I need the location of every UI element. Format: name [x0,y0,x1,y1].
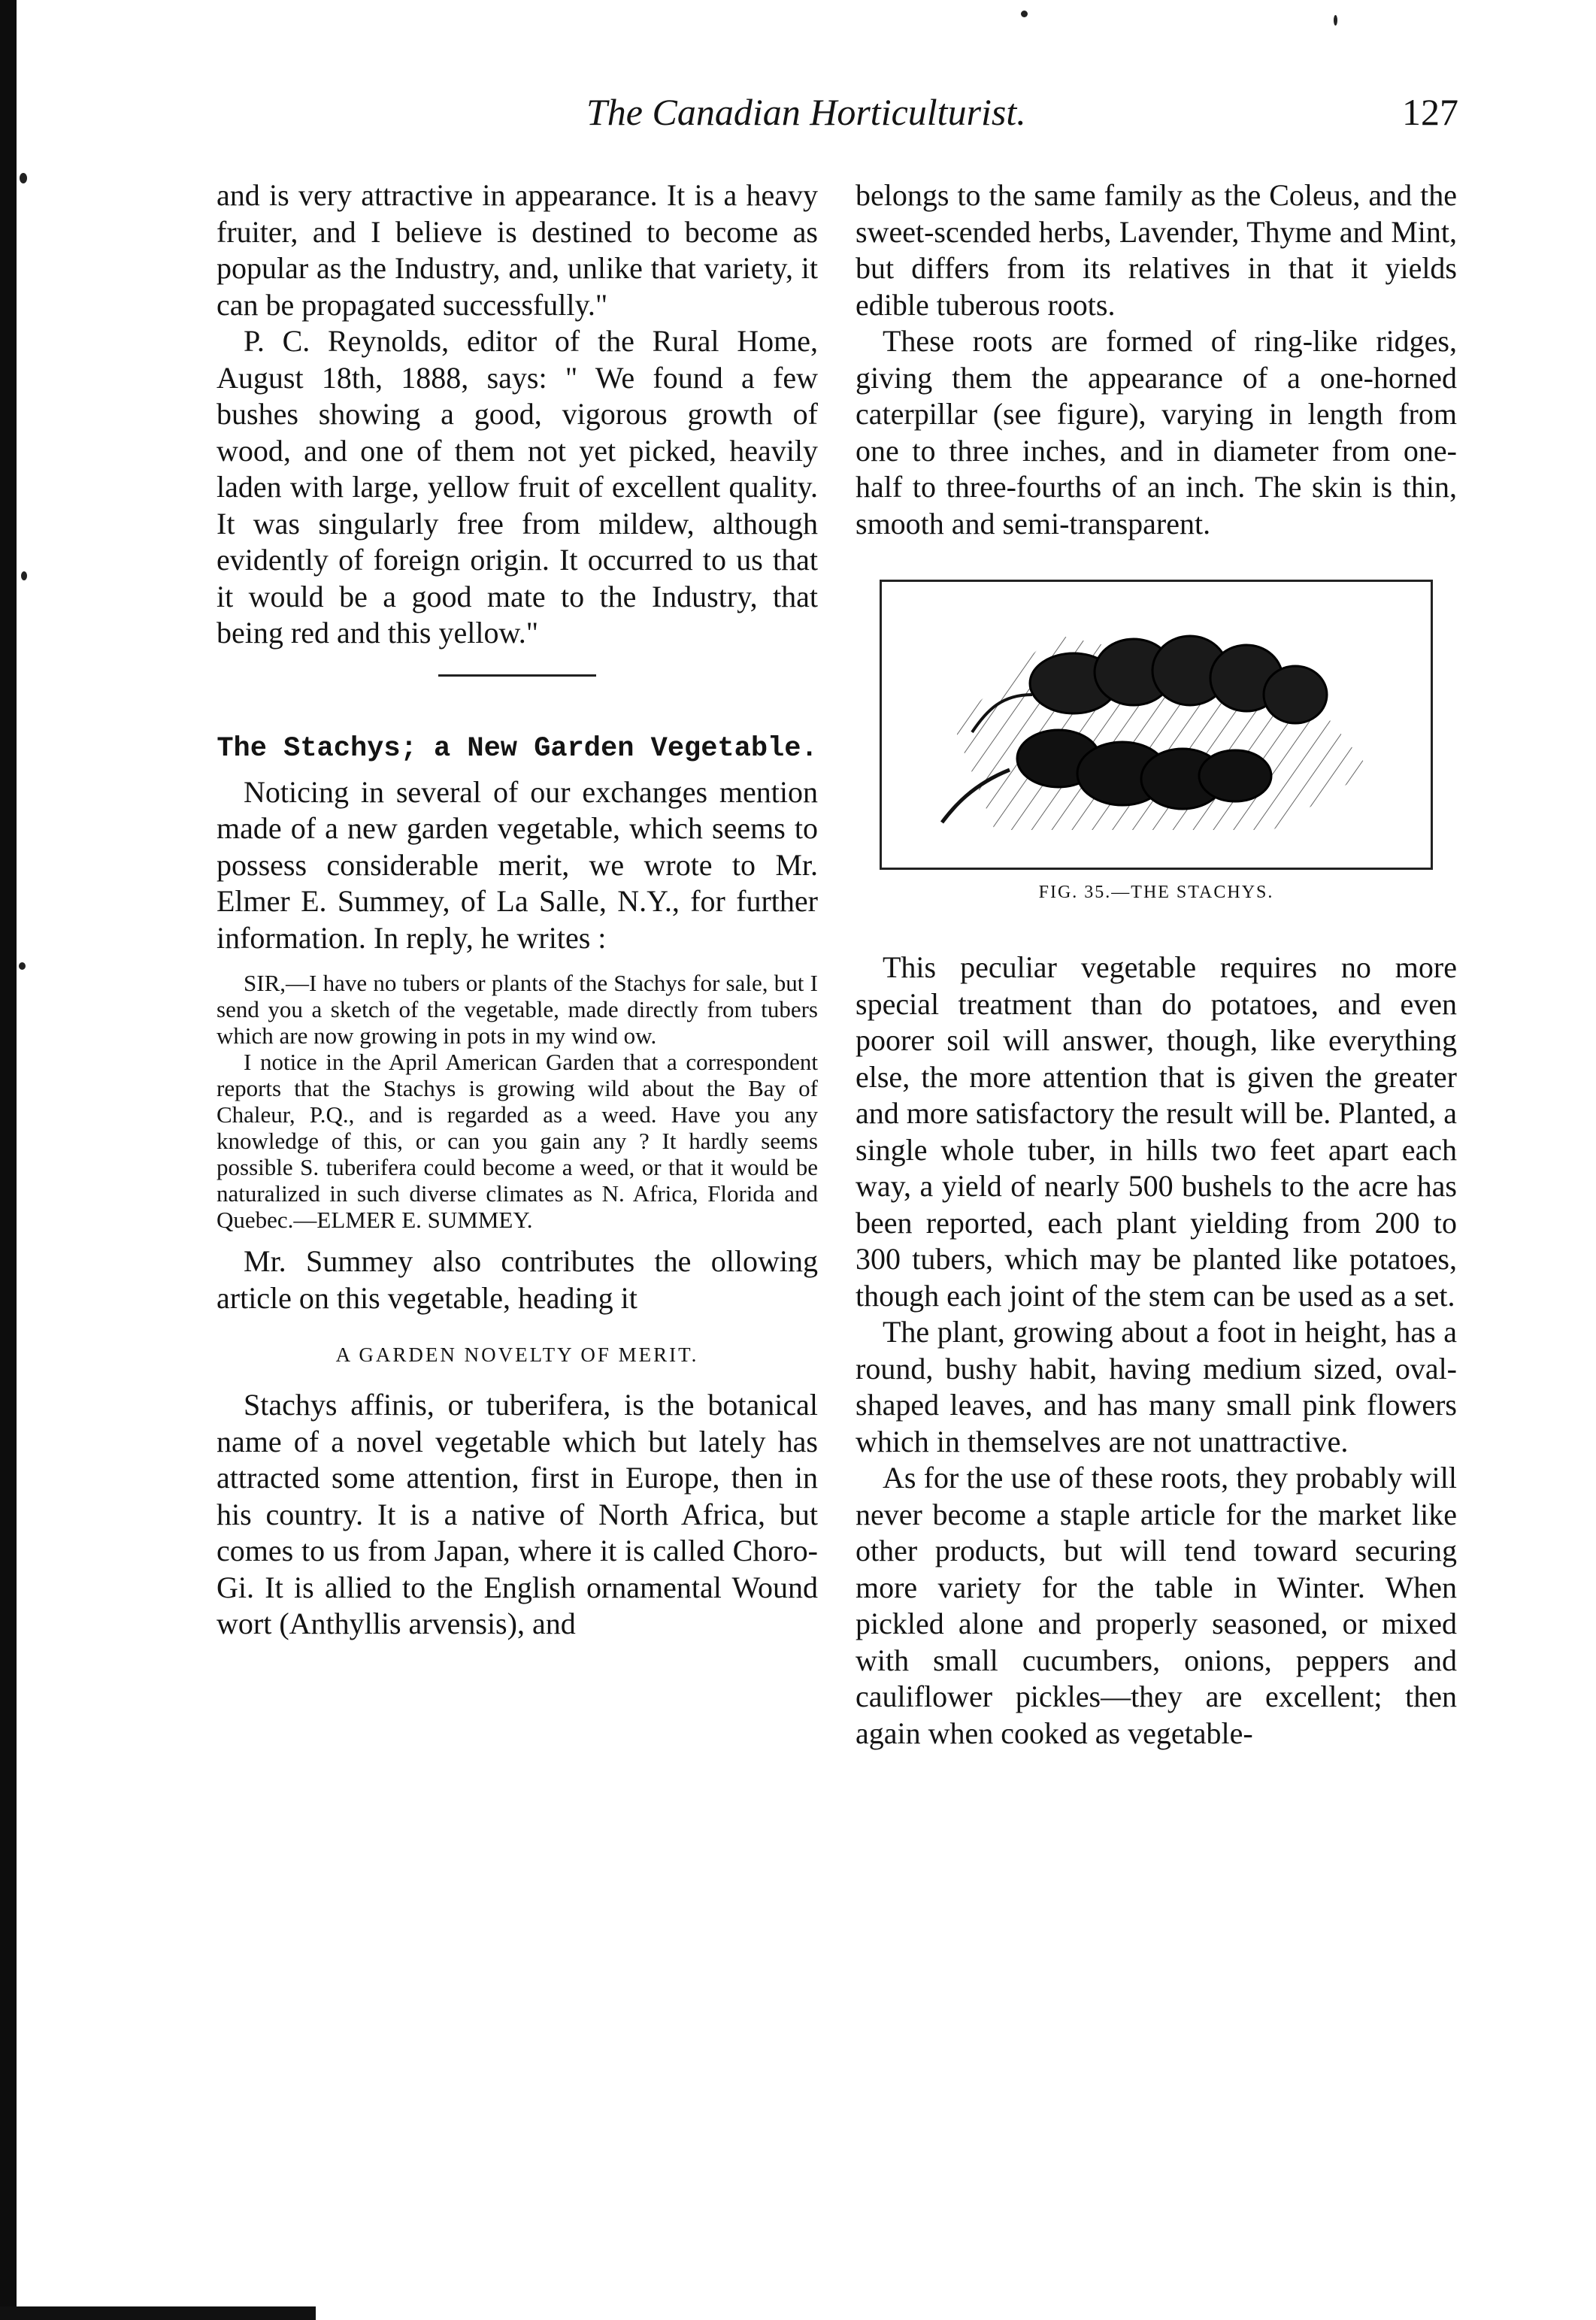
article-heading: A GARDEN NOVELTY OF MERIT. [335,1343,699,1366]
scan-speck [19,962,26,970]
letter-paragraph: SIR,—I have no tubers or plants of the Stachys for sale, but I send you a sketch of the vegetable, made directly from tubers which are now growing in pots in my wind ow. [217,970,818,1049]
family-paragraph: belongs to the same family as the Coleus, and the sweet-scended herbs, Lavender, Thyme and Mint, but differs from its relatives in that it yields edible tuberous roots. [856,178,1457,322]
page-number: 127 [1402,91,1458,133]
scan-speck [1334,15,1337,26]
scan-speck [21,571,27,580]
plant-paragraph: The plant, growing about a foot in height, has a round, bushy habit, having medium sized, oval-shaped leaves, and has many small pink flowers which in themselves are not unattractive. [856,1315,1457,1458]
binding-edge [0,0,17,2320]
roots-paragraph: These roots are formed of ring-like ridges, giving them the appearance of a one-horned caterpillar (see figure), varying in length from one to three inches, and in diameter from one-half to three-fourths of an inch. The skin is thin, smooth and semi-transparent. [856,324,1457,541]
figure-caption: FIG. 35.—THE STACHYS. [1038,883,1274,902]
peculiar-paragraph: This peculiar vegetable requires no more special treatment than do potatoes, and even poorer soil will answer, though, like everything else, the more attention that is given the greater and more satisfactory the result will be. Planted, a single whole tuber, in hills two feet apart each way, a yield of nearly 500 bushels to the acre has been reported, each plant yielding from 200 to 300 tubers, which may be planted like potatoes, though each joint of the stem can be used as a set. [856,950,1457,1313]
use-paragraph: As for the use of these roots, they probably will never become a staple article for the market like other products, but will tend toward securing more variety for the table in Winter. When pickled alone and properly seasoned, or mixed with small cucumbers, onions, peppers and cauliflower pickles—they are excellent; then again when cooked as vegetable- [856,1461,1457,1750]
running-title: The Canadian Horticulturist. [586,91,1026,133]
section-heading: The Stachys; a New Garden Vegetable. [217,732,818,765]
scan-bottom-edge [0,2306,316,2320]
stachys-paragraph: Stachys affinis, or tuberifera, is the botanical name of a novel vegetable which but lately has attracted some attention, first in Europe, then in his country. It is a native of North Africa, but comes to us from Japan, where it is called Choro-Gi. It is allied to the English ornamental Wound wort (Anthyllis arvensis), and [217,1388,818,1640]
noticing-paragraph: Noticing in several of our exchanges mention made of a new garden vegetable, which seems to possess considerable merit, we wrote to Mr. Elmer E. Summey, of La Salle, N.Y., for further information. In reply, he writes : [217,774,818,955]
summey-letter [217,970,818,1233]
left-column [217,177,818,1643]
reynolds-paragraph: P. C. Reynolds, editor of the Rural Home, August 18th, 1888, says: " We found a few bushes showing a good, vigorous growth of wood, and one of them not yet picked, heavily laden with large, yellow fruit of excellent quality. It was singularly free from mildew, although evidently of foreign origin. It occurred to us that it would be a good mate to the Industry, that being red and this yellow." [217,324,818,650]
stachys-figure [880,580,1433,870]
page-header [586,90,1458,143]
section-divider [438,674,596,677]
letter-paragraph: I notice in the April American Garden that a correspondent reports that the Stachys is growing wild about the Bay of Chaleur, P.Q., and is regarded as a weed. Have you any knowledge of this, or can you gain any ? It hardly seems possible S. tuberifera could become a weed, or that it would be naturalized in such diverse climates as N. Africa, Florida and Quebec.—ELMER E. SUMMEY. [217,1049,818,1233]
summey-paragraph: Mr. Summey also contributes the ollowing article on this vegetable, heading it [217,1244,818,1315]
intro-paragraph: and is very attractive in appearance. It is a heavy fruiter, and I believe is destined to become as popular as the Industry, and, unlike that variety, it can be propagated successfully." [217,178,818,322]
stachys-illustration [882,582,1431,868]
scan-speck [20,173,27,183]
scan-speck [1021,11,1028,17]
right-column [856,177,1457,1752]
